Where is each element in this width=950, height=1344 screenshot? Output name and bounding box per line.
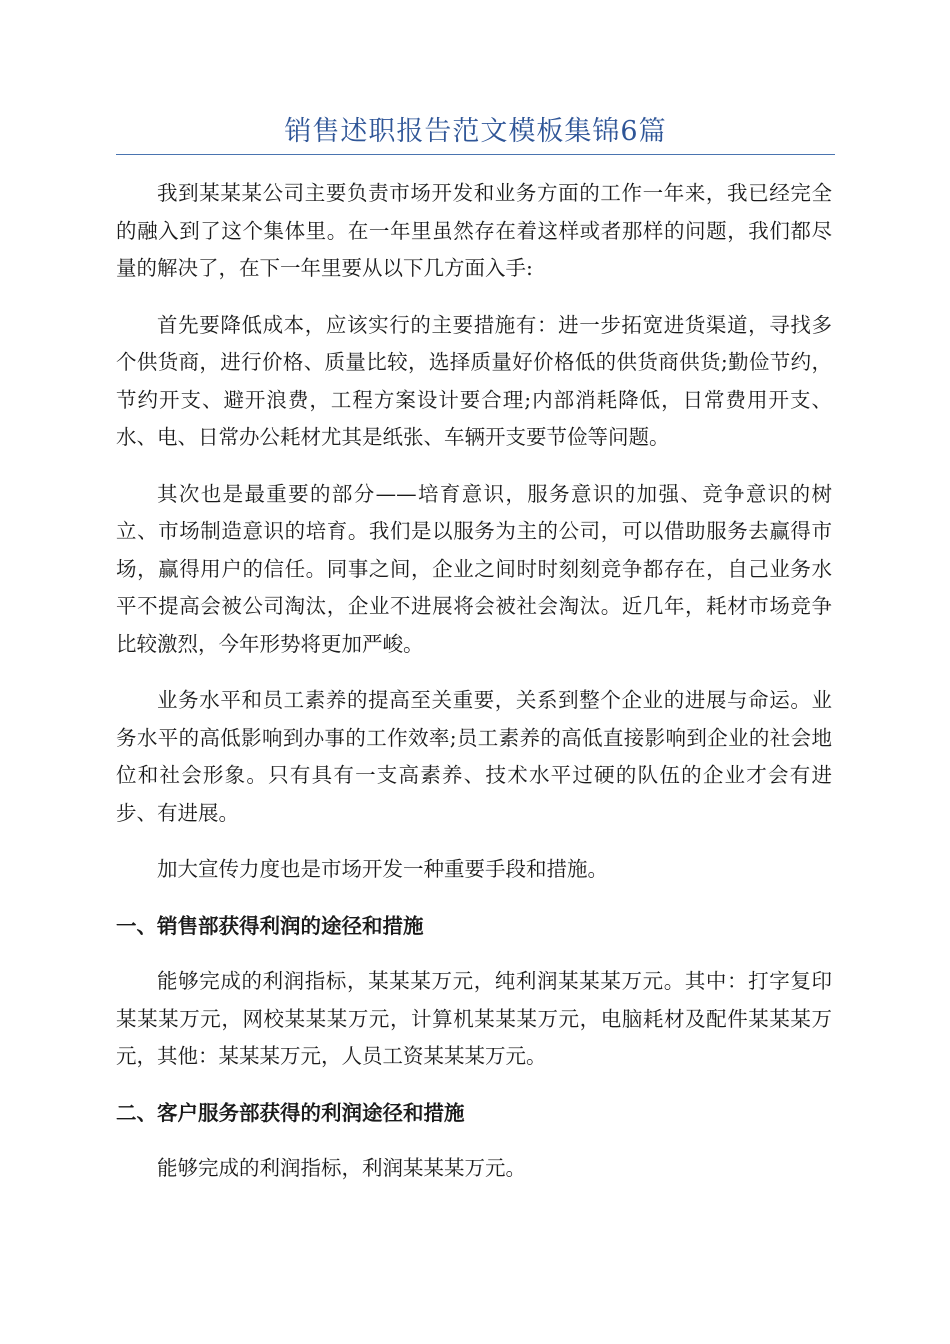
service-profit-paragraph: 能够完成的利润指标，利润某某某万元。 — [157, 1156, 526, 1180]
cost-reduction-paragraph: 首先要降低成本，应该实行的主要措施有：进一步拓宽进货渠道，寻找多个供货商，进行价格、质量比较，选择质量好价格低的供货商供货;勤俭节约，节约开支、避开浪费，工程方案设计要合理;内部消耗降低，日常费用开支、水、电、日常办公耗材尤其是纸张、车辆开支要节俭等问题。 — [116, 312, 832, 449]
awareness-paragraph: 其次也是最重要的部分——培育意识，服务意识的加强、竞争意识的树立、市场制造意识的培育。我们是以服务为主的公司，可以借助服务去赢得市场，赢得用户的信任。同事之间，企业之间时时刻刻竞争都存在，自己业务水平不提高会被公司淘汰，企业不进展将会被社会淘汰。近几年，耗材市场竞争比较激烈，今年形势将更加严峻。 — [116, 481, 832, 656]
title-underline — [116, 154, 835, 155]
document-title: 销售述职报告范文模板集锦6篇 — [284, 116, 667, 147]
section-heading-sales: 一、销售部获得利润的途径和措施 — [116, 913, 424, 938]
document-body — [116, 175, 832, 1207]
sales-profit-paragraph: 能够完成的利润指标，某某某万元，纯利润某某某万元。其中：打字复印某某某万元，网校某某某万元，计算机某某某万元，电脑耗材及配件某某某万元，其他：某某某万元，人员工资某某某万元。 — [116, 969, 832, 1068]
promotion-paragraph: 加大宣传力度也是市场开发一种重要手段和措施。 — [157, 857, 608, 881]
intro-paragraph: 我到某某某公司主要负责市场开发和业务方面的工作一年来，我已经完全的融入到了这个集体里。在一年里虽然存在着这样或者那样的问题，我们都尽量的解决了，在下一年里要从以下几方面入手: — [116, 181, 832, 280]
section-heading-customer-service: 二、客户服务部获得的利润途径和措施 — [116, 1100, 465, 1125]
staff-quality-paragraph: 业务水平和员工素养的提高至关重要，关系到整个企业的进展与命运。业务水平的高低影响到办事的工作效率;员工素养的高低直接影响到企业的社会地位和社会形象。只有具有一支高素养、技术水平过硬的队伍的企业才会有进步、有进展。 — [116, 688, 832, 825]
